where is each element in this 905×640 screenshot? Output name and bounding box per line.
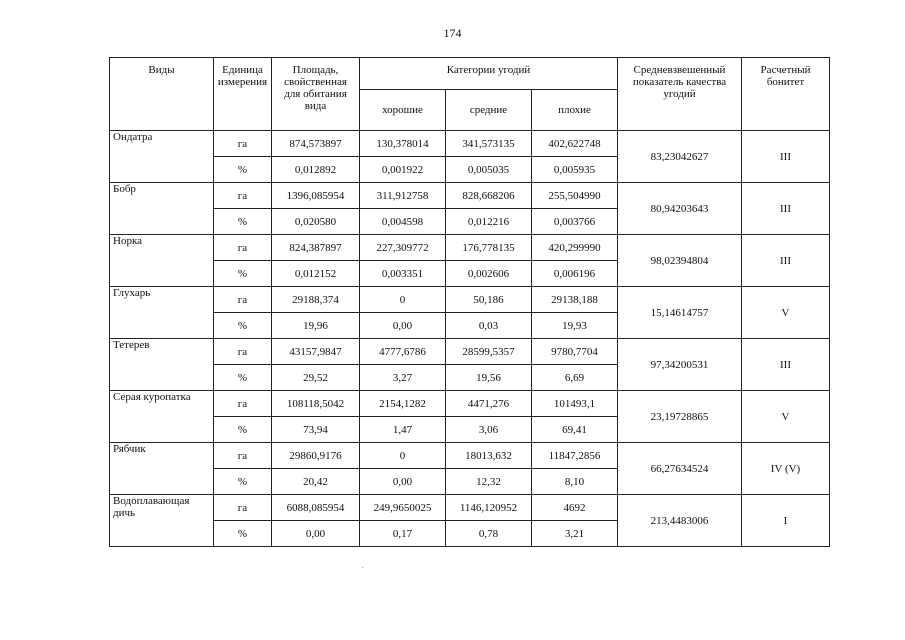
- cell-ha-good: 0: [360, 443, 446, 469]
- cell-ha-area: 29188,374: [272, 287, 360, 313]
- cell-pct-poor: 0,003766: [532, 209, 618, 235]
- header-unit: Единица измерения: [214, 58, 272, 131]
- table-body: [110, 131, 830, 547]
- cell-ha-unit: га: [214, 391, 272, 417]
- cell-ha-poor: 29138,188: [532, 287, 618, 313]
- cell-pct-medium: 12,32: [446, 469, 532, 495]
- cell-pct-poor: 19,93: [532, 313, 618, 339]
- cell-pct-area: 20,42: [272, 469, 360, 495]
- cell-ha-poor: 101493,1: [532, 391, 618, 417]
- cell-ha-unit: га: [214, 339, 272, 365]
- cell-pct-good: 0,17: [360, 521, 446, 547]
- quality-index: 66,27634524: [618, 443, 742, 495]
- table-row: [110, 339, 830, 365]
- bonitet-class: III: [742, 131, 830, 183]
- table-row: [110, 391, 830, 417]
- quality-index: 23,19728865: [618, 391, 742, 443]
- table-row: [110, 183, 830, 209]
- cell-pct-area: 73,94: [272, 417, 360, 443]
- cell-ha-unit: га: [214, 183, 272, 209]
- cell-ha-area: 874,573897: [272, 131, 360, 157]
- cell-ha-area: 43157,9847: [272, 339, 360, 365]
- cell-pct-good: 0,00: [360, 469, 446, 495]
- scan-speck: [362, 567, 363, 568]
- cell-pct-unit: %: [214, 417, 272, 443]
- cell-pct-medium: 0,005035: [446, 157, 532, 183]
- cell-pct-area: 0,00: [272, 521, 360, 547]
- bonitet-class: III: [742, 339, 830, 391]
- species-name: Водоплавающая дичь: [110, 495, 214, 547]
- cell-ha-area: 6088,085954: [272, 495, 360, 521]
- cell-ha-medium: 176,778135: [446, 235, 532, 261]
- cell-ha-good: 311,912758: [360, 183, 446, 209]
- cell-ha-poor: 402,622748: [532, 131, 618, 157]
- page-number: 174: [443, 26, 462, 40]
- cell-ha-area: 108118,5042: [272, 391, 360, 417]
- cell-pct-medium: 0,03: [446, 313, 532, 339]
- species-name: Ондатра: [110, 131, 214, 183]
- species-name: Норка: [110, 235, 214, 287]
- cell-pct-unit: %: [214, 313, 272, 339]
- cell-ha-medium: 1146,120952: [446, 495, 532, 521]
- cell-pct-area: 0,012892: [272, 157, 360, 183]
- cell-ha-good: 227,309772: [360, 235, 446, 261]
- cell-ha-unit: га: [214, 131, 272, 157]
- header-categories: Категории угодий: [360, 58, 618, 90]
- bonitet-class: V: [742, 391, 830, 443]
- cell-ha-poor: 4692: [532, 495, 618, 521]
- bonitet-class: IV (V): [742, 443, 830, 495]
- cell-pct-medium: 3,06: [446, 417, 532, 443]
- cell-pct-area: 0,020580: [272, 209, 360, 235]
- cell-pct-medium: 0,002606: [446, 261, 532, 287]
- quality-index: 80,94203643: [618, 183, 742, 235]
- table-row: [110, 443, 830, 469]
- cell-pct-poor: 8,10: [532, 469, 618, 495]
- cell-ha-area: 29860,9176: [272, 443, 360, 469]
- cell-ha-unit: га: [214, 287, 272, 313]
- cell-ha-unit: га: [214, 443, 272, 469]
- cell-ha-poor: 9780,7704: [532, 339, 618, 365]
- cell-ha-medium: 18013,632: [446, 443, 532, 469]
- cell-pct-medium: 0,012216: [446, 209, 532, 235]
- cell-pct-poor: 0,005935: [532, 157, 618, 183]
- header-bonitet: Расчетный бонитет: [742, 58, 830, 131]
- bonitet-class: III: [742, 183, 830, 235]
- bonitet-class: III: [742, 235, 830, 287]
- cell-ha-medium: 50,186: [446, 287, 532, 313]
- quality-index: 213,4483006: [618, 495, 742, 547]
- cell-ha-unit: га: [214, 495, 272, 521]
- species-name: Рябчик: [110, 443, 214, 495]
- bonitet-class: V: [742, 287, 830, 339]
- cell-pct-good: 0,004598: [360, 209, 446, 235]
- cell-ha-medium: 828,668206: [446, 183, 532, 209]
- cell-ha-area: 1396,085954: [272, 183, 360, 209]
- cell-ha-good: 2154,1282: [360, 391, 446, 417]
- header-quality: Средневзвешенный показатель качества угодий: [618, 58, 742, 131]
- cell-ha-good: 249,9650025: [360, 495, 446, 521]
- species-name: Бобр: [110, 183, 214, 235]
- cell-pct-unit: %: [214, 157, 272, 183]
- bonitet-class: I: [742, 495, 830, 547]
- cell-pct-poor: 3,21: [532, 521, 618, 547]
- cell-pct-area: 29,52: [272, 365, 360, 391]
- cell-ha-medium: 4471,276: [446, 391, 532, 417]
- header-poor: плохие: [532, 90, 618, 131]
- cell-pct-area: 19,96: [272, 313, 360, 339]
- cell-ha-good: 130,378014: [360, 131, 446, 157]
- cell-pct-good: 0,003351: [360, 261, 446, 287]
- cell-pct-area: 0,012152: [272, 261, 360, 287]
- cell-ha-medium: 28599,5357: [446, 339, 532, 365]
- species-name: Серая куропатка: [110, 391, 214, 443]
- header-good: хорошие: [360, 90, 446, 131]
- cell-ha-area: 824,387897: [272, 235, 360, 261]
- species-name: Глухарь: [110, 287, 214, 339]
- header-species: Виды: [110, 58, 214, 131]
- habitat-quality-table: [109, 57, 830, 547]
- table-row: [110, 495, 830, 521]
- cell-pct-poor: 69,41: [532, 417, 618, 443]
- table-row: [110, 131, 830, 157]
- cell-pct-good: 1,47: [360, 417, 446, 443]
- table-row: [110, 287, 830, 313]
- cell-ha-poor: 255,504990: [532, 183, 618, 209]
- cell-pct-unit: %: [214, 521, 272, 547]
- cell-ha-good: 4777,6786: [360, 339, 446, 365]
- cell-pct-poor: 6,69: [532, 365, 618, 391]
- cell-pct-good: 0,001922: [360, 157, 446, 183]
- cell-ha-good: 0: [360, 287, 446, 313]
- cell-pct-medium: 19,56: [446, 365, 532, 391]
- quality-index: 15,14614757: [618, 287, 742, 339]
- cell-ha-unit: га: [214, 235, 272, 261]
- cell-pct-medium: 0,78: [446, 521, 532, 547]
- cell-ha-medium: 341,573135: [446, 131, 532, 157]
- cell-ha-poor: 420,299990: [532, 235, 618, 261]
- quality-index: 83,23042627: [618, 131, 742, 183]
- header-area: Площадь, свойственная для обитания вида: [272, 58, 360, 131]
- cell-pct-good: 0,00: [360, 313, 446, 339]
- quality-index: 97,34200531: [618, 339, 742, 391]
- cell-pct-unit: %: [214, 209, 272, 235]
- cell-pct-unit: %: [214, 469, 272, 495]
- species-name: Тетерев: [110, 339, 214, 391]
- cell-ha-poor: 11847,2856: [532, 443, 618, 469]
- quality-index: 98,02394804: [618, 235, 742, 287]
- cell-pct-unit: %: [214, 365, 272, 391]
- cell-pct-poor: 0,006196: [532, 261, 618, 287]
- header-medium: средние: [446, 90, 532, 131]
- table-row: [110, 235, 830, 261]
- cell-pct-good: 3,27: [360, 365, 446, 391]
- cell-pct-unit: %: [214, 261, 272, 287]
